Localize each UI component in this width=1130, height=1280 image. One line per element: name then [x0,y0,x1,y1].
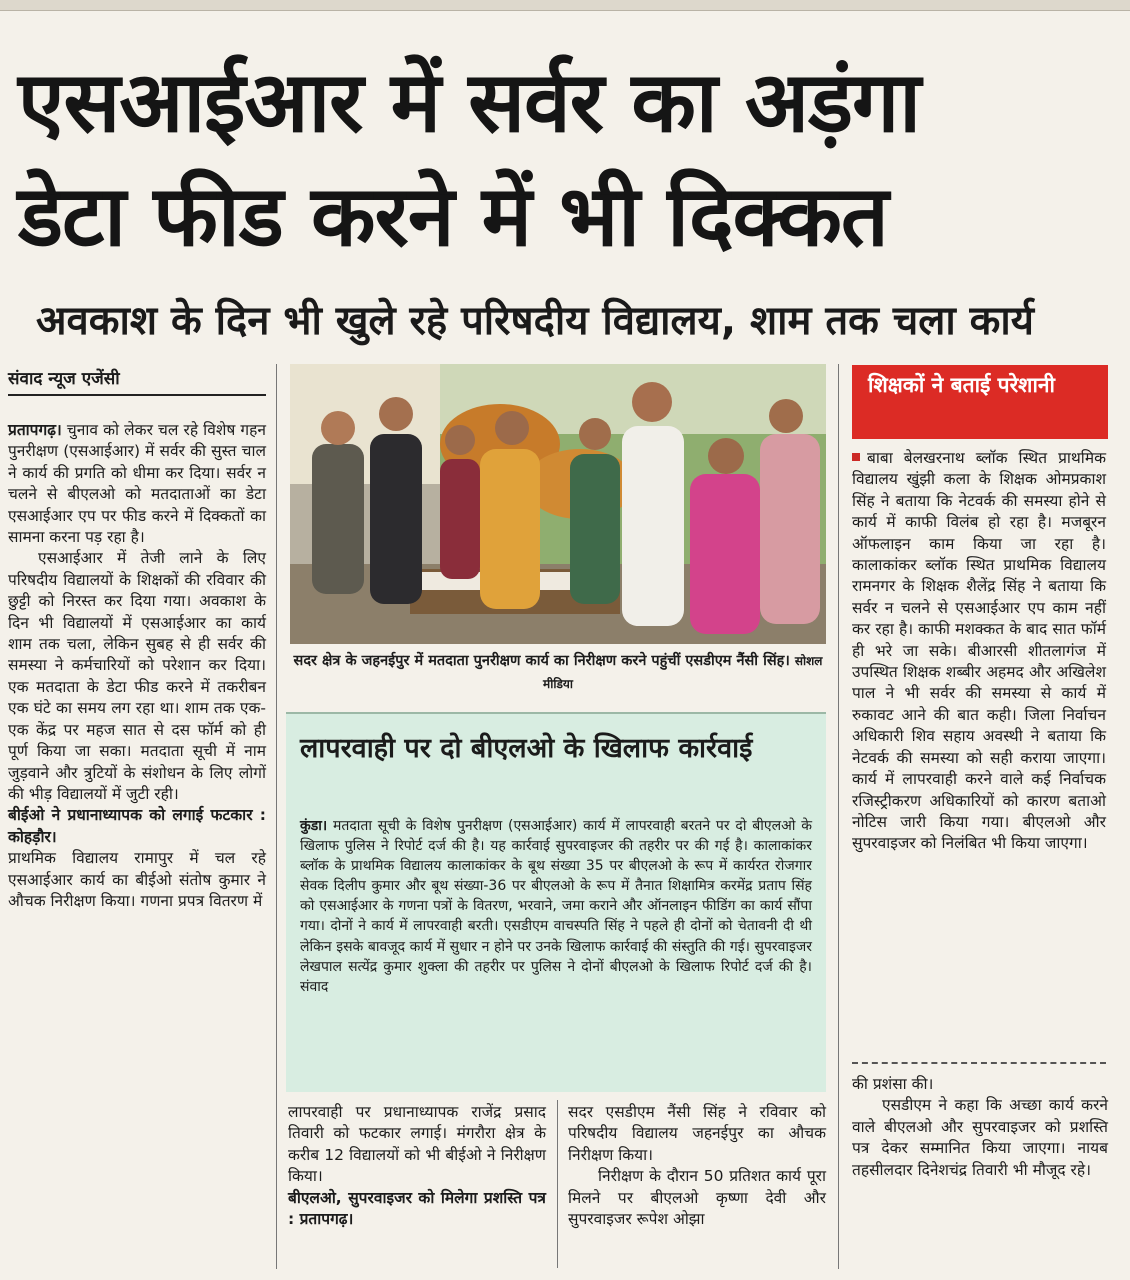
mid-right-para-2: निरीक्षण के दौरान 50 प्रतिशत कार्य पूरा मिलने पर बीएलओ कृष्णा देवी और सुपरवाइजर रूपेश ओझा [568,1167,826,1229]
photo-caption-text: सदर क्षेत्र के जहनईपुर में मतदाता पुनरीक्षण कार्य का निरीक्षण करने पहुंचीं एसडीएम नैंसी सिंह। [293,653,790,669]
byline: संवाद न्यूज एजेंसी [8,364,266,396]
column-divider [276,364,277,1269]
sidebar-body [852,448,1106,855]
left-column [8,420,266,912]
sidebar-title-box [852,365,1108,439]
left-para-2: एसआईआर में तेजी लाने के लिए परिषदीय विद्यालयों के शिक्षकों की रविवार की छुट्टी को निरस्त कर दिया गया। अवकाश के दिन भी विद्यालयों में एसआईआर का कार्य शाम तक चला, लेकिन सुबह से ही सर्वर की समस्या ने कर्मचारियों को परेशान कर दिया। एक मतदाता के डेटा फीड करने में तकरीबन एक घंटे का समय लग रहा था। शाम तक एक-एक केंद्र पर महज सात से दस फॉर्म को ही पूर्ण किया जा सका। मतदाता सूची में नाम जुड़वाने और त्रुटियों के संशोधन के लिए लोगों की भीड़ विद्यालयों में जुटी रही। [8,549,266,803]
right-column [852,1074,1108,1181]
left-subhead: बीईओ ने प्रधानाध्यापक को लगाई फटकार : कोहड़ौर। [8,806,266,846]
column-divider-2 [557,1100,558,1268]
boxed-story [286,712,826,1092]
headline-line-1: एसआईआर में सर्वर का अड़ंगा [18,53,921,151]
bullet-icon [852,453,860,461]
boxed-story-headline: लापरवाही पर दो बीएलओ के खिलाफ कार्रवाई [300,733,753,764]
mid-right-para-1: सदर एसडीएम नैंसी सिंह ने रविवार को परिषदीय विद्यालय जहनईपुर का औचक निरीक्षण किया। [568,1103,826,1164]
left-para-1-text: चुनाव को लेकर चल रहे विशेष गहन पुनरीक्षण (एसआईआर) में सर्वर की सुस्त चाल ने कार्य की प्रगति को धीमा कर दिया। सर्वर न चलने से बीएलओ को मतदाताओं का डेटा एसआईआर एप पर फीड करने में दिक्कतों का सामना करना पड़ रहा है। [8,421,266,547]
photo-caption [290,650,826,696]
sidebar-text-content: बाबा बेलखरनाथ ब्लॉक स्थित प्राथमिक विद्यालय खुंझी कला के शिक्षक ओमप्रकाश सिंह ने बताया कि नेटवर्क की समस्या होने से कार्य में काफी विलंब हो रहा है। मजबूरन ऑफलाइन काम किया जा रहा है। कालाकांकर ब्लॉक स्थित प्राथमिक विद्यालय रामनगर के शिक्षक शैलेंद्र सिंह ने बताया कि सर्वर न चलने से एसआईआर एप काम नहीं कर रहा है। काफी मशक्कत के बाद सात फॉर्म ही भरे जा सके। बीआरसी शीतलागंज में उपस्थित शिक्षक शब्बीर अहमद और अखिलेश पाल ने भी सर्वर की समस्या से कार्य में रुकावट आने की बात कही। जिला निर्वाचन अधिकारी शिव सहाय अवस्थी ने बताया कि नेटवर्क की समस्या को सही कराया जाएगा। कार्य में लापरवाही करने वाले कई निर्वाचक रजिस्ट्रीकरण अधिकारियों को कारण बताओ नोटिस जारी किया गया। बीएलओ और सुपरवाइजर को निलंबित भी किया जाएगा। [852,449,1106,853]
boxed-story-body [300,816,812,997]
mid-para-1: लापरवाही पर प्रधानाध्यापक राजेंद्र प्रसाद तिवारी को फटकार लगाई। मंगरौरा क्षेत्र के करीब 12 विद्यालयों को भी बीईओ ने निरीक्षण किया। [288,1103,546,1186]
boxed-story-dateline: कुंडा। [300,818,328,834]
mid-subhead: बीएलओ, सुपरवाइजर को मिलेगा प्रशस्ति पत्र : प्रतापगढ़। [288,1188,546,1229]
right-para-2: एसडीएम ने कहा कि अच्छा कार्य करने वाले बीएलओ और सुपरवाइजर को प्रशस्ति पत्र देकर सम्मानित किया जाएगा। नायब तहसीलदार दिनेशचंद्र तिवारी भी मौजूद रहे। [852,1096,1108,1179]
sidebar-divider [852,1062,1106,1064]
subheadline: अवकाश के दिन भी खुले रहे परिषदीय विद्यालय, शाम तक चला कार्य [36,298,1034,344]
column-divider-3 [838,364,839,1269]
mid-right-column [568,1102,826,1230]
dateline: प्रतापगढ़। [8,421,62,439]
mid-column [288,1102,546,1230]
headline-line-2: डेटा फीड करने में भी दिक्कत [18,167,888,265]
photo-illustration [290,364,826,644]
right-para-1: की प्रशंसा की। [852,1075,934,1093]
left-para-1 [8,420,266,548]
news-photo [290,364,826,644]
previous-story-strip [0,0,1130,11]
sidebar-text [852,448,1106,855]
left-para-3: प्राथमिक विद्यालय रामापुर में चल रहे एसआईआर कार्य का बीईओ संतोष कुमार ने औचक निरीक्षण किया। गणना प्रपत्र वितरण में [8,849,266,910]
boxed-story-text: मतदाता सूची के विशेष पुनरीक्षण (एसआईआर) कार्य में लापरवाही बरतने पर दो बीएलओ के खिलाफ पुलिस ने रिपोर्ट दर्ज की है। यह कार्रवाई सुपरवाइजर की तहरीर पर की गई है। कालाकांकर ब्लॉक के प्राथमिक विद्यालय कालाकांकर के बूथ संख्या 35 पर बीएलओ के रूप में कार्यरत रोजगार सेवक दिलीप कुमार और बूथ संख्या-36 पर बीएलओ के रूप में तैनात शिक्षामित्र करमेंद्र प्रताप सिंह को एसआईआर के गणना पत्रों के वितरण, भरवाने, जमा कराने और ऑनलाइन फीडिंग का कार्य सौंपा गया। दोनों ने कार्य में लापरवाही बरती। एसडीएम वाचस्पति सिंह ने पहले ही दोनों को चेतावनी दी थी लेकिन इसके बावजूद कार्य में सुधार न होने पर उनके खिलाफ कार्रवाई की संस्तुति की गई। सुपरवाइजर लेखपाल सत्येंद्र कुमार शुक्ला की तहरीर पर पुलिस ने दोनों बीएलओ के खिलाफ रिपोर्ट दर्ज की है। संवाद [300,818,812,995]
photo-credit: सोशल मीडिया [543,654,823,691]
sidebar-title: शिक्षकों ने बताई परेशानी [868,373,1055,397]
